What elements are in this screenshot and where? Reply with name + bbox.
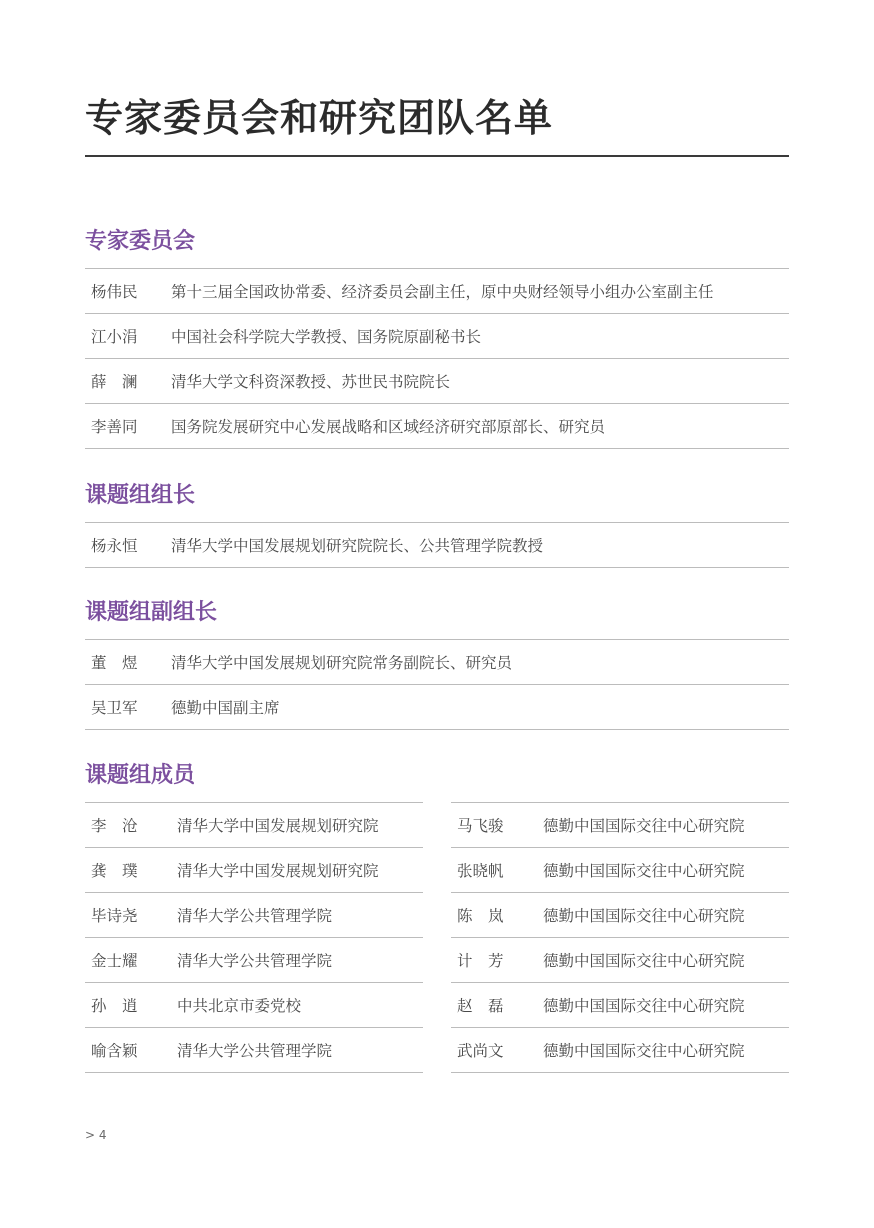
table-row (85, 314, 789, 359)
person-affiliation: 德勤中国国际交往中心研究院 (543, 952, 745, 970)
person-name: 喻含颖 (91, 1042, 138, 1060)
section-heading: 专家委员会 (85, 229, 196, 254)
person-name: 杨永恒 (91, 537, 138, 555)
section-members (85, 761, 789, 1073)
person-name: 赵 磊 (457, 997, 504, 1015)
person-affiliation: 清华大学公共管理学院 (177, 952, 333, 970)
table-row (85, 404, 789, 449)
table-row (85, 983, 423, 1028)
person-title: 清华大学中国发展规划研究院院长、公共管理学院教授 (171, 537, 544, 555)
members-left-table (85, 802, 423, 1073)
person-affiliation: 德勤中国国际交往中心研究院 (543, 997, 745, 1015)
section-heading: 课题组组长 (85, 483, 196, 508)
person-affiliation: 中共北京市委党校 (177, 997, 302, 1015)
person-affiliation: 清华大学中国发展规划研究院 (177, 817, 379, 835)
person-name: 薛 澜 (91, 373, 138, 391)
person-name: 毕诗尧 (91, 907, 138, 925)
person-affiliation: 德勤中国国际交往中心研究院 (543, 817, 745, 835)
person-title: 第十三届全国政协常委、经济委员会副主任，原中央财经领导小组办公室副主任 (171, 283, 714, 301)
person-title: 清华大学文科资深教授、苏世民书院院长 (171, 373, 451, 391)
person-name: 李善同 (91, 418, 138, 436)
members-right-table (451, 802, 789, 1073)
table-row (85, 269, 789, 314)
person-name: 龚 璞 (91, 862, 138, 880)
members-grid (85, 802, 789, 1073)
page-title: 专家委员会和研究团队名单 (85, 96, 554, 140)
person-name: 张晓帆 (457, 862, 504, 880)
page-number: > 4 (85, 1128, 107, 1142)
title-divider (85, 155, 789, 157)
person-name: 董 煜 (91, 654, 138, 672)
table-row (85, 359, 789, 404)
section-heading: 课题组副组长 (85, 600, 218, 625)
person-name: 杨伟民 (91, 283, 138, 301)
person-affiliation: 德勤中国国际交往中心研究院 (543, 907, 745, 925)
leader-table (85, 522, 789, 568)
person-affiliation: 清华大学公共管理学院 (177, 1042, 333, 1060)
person-title: 中国社会科学院大学教授、国务院原副秘书长 (171, 328, 482, 346)
table-row (85, 640, 789, 685)
section-heading: 课题组成员 (85, 763, 196, 788)
table-row (451, 803, 789, 848)
person-title: 清华大学中国发展规划研究院常务副院长、研究员 (171, 654, 513, 672)
section-deputy (85, 598, 789, 730)
person-title: 德勤中国副主席 (171, 699, 280, 717)
table-row (85, 523, 789, 568)
table-row (85, 685, 789, 730)
person-name: 计 芳 (457, 952, 504, 970)
person-affiliation: 德勤中国国际交往中心研究院 (543, 862, 745, 880)
person-affiliation: 清华大学公共管理学院 (177, 907, 333, 925)
person-name: 江小涓 (91, 328, 138, 346)
section-experts (85, 227, 789, 449)
table-row (451, 1028, 789, 1073)
person-name: 李 沧 (91, 817, 138, 835)
person-name: 吴卫军 (91, 699, 138, 717)
person-name: 孙 逍 (91, 997, 138, 1015)
table-row (85, 803, 423, 848)
person-name: 武尚文 (457, 1042, 504, 1060)
table-row (451, 938, 789, 983)
deputy-table (85, 639, 789, 730)
person-affiliation: 德勤中国国际交往中心研究院 (543, 1042, 745, 1060)
members-left-column (85, 802, 423, 1073)
experts-table (85, 268, 789, 449)
person-name: 金士耀 (91, 952, 138, 970)
table-row (85, 893, 423, 938)
table-row (85, 1028, 423, 1073)
table-row (451, 893, 789, 938)
table-row (451, 848, 789, 893)
section-leader (85, 481, 789, 568)
table-row (85, 848, 423, 893)
person-affiliation: 清华大学中国发展规划研究院 (177, 862, 379, 880)
table-row (85, 938, 423, 983)
person-name: 马飞骏 (457, 817, 504, 835)
table-row (451, 983, 789, 1028)
person-title: 国务院发展研究中心发展战略和区域经济研究部原部长、研究员 (171, 418, 606, 436)
members-right-column (451, 802, 789, 1073)
person-name: 陈 岚 (457, 907, 504, 925)
